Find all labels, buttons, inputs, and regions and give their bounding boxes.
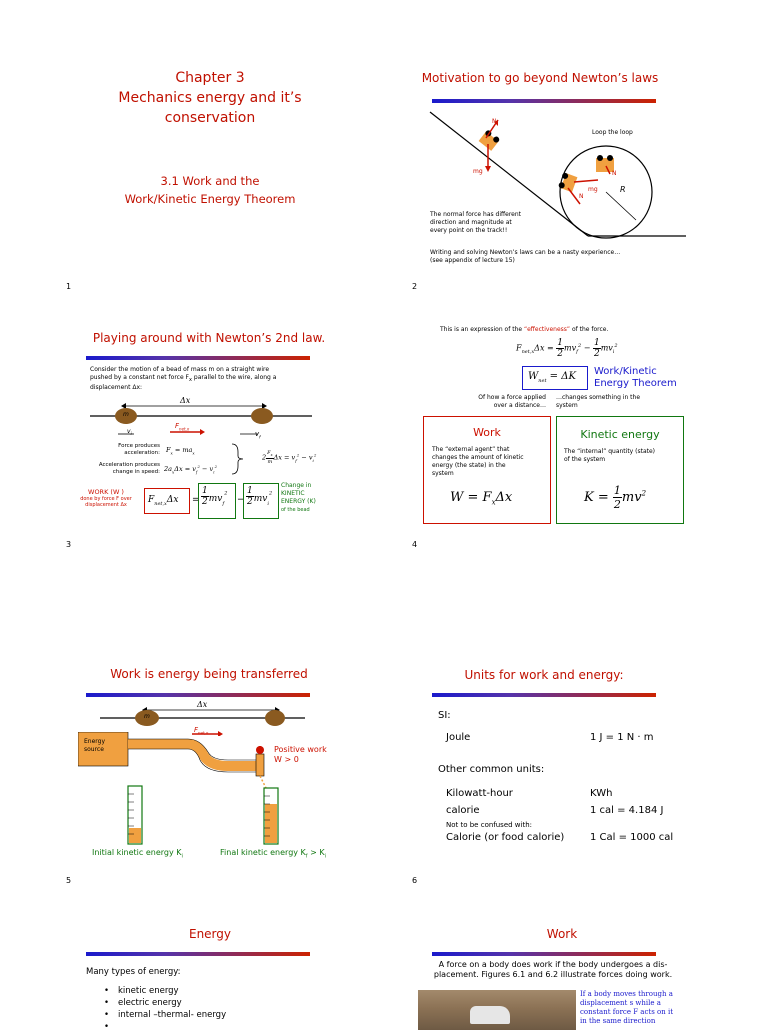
final-velocity-label: $v_f$ [255, 430, 261, 440]
page-number: 2 [412, 282, 418, 291]
food-calorie-definition: 1 Cal = 1000 cal [590, 832, 674, 843]
work-definition-text: A force on a body does work if the body undergoes a dis- placement. Figures 6.1 and 6.2 illustrate forces doing work. [433, 960, 673, 979]
weight-label: mg [473, 168, 483, 175]
normal-force-note: The normal force has different direction and magnitude at every point on the track!! [430, 211, 522, 234]
mass-label: m [123, 411, 129, 418]
final-ke-expression: $\frac{1}{2}mv_f^2$ [202, 486, 228, 508]
work-energy-equation: $F_{net,x}\Delta x$ = $\frac{1}{2}mv_f^2$ − $\frac{1}{2}mv_i^2$ [516, 338, 618, 359]
normal-force-label: N [579, 193, 584, 200]
brace [230, 442, 246, 476]
slide-title: Playing around with Newton’s 2nd law. [92, 331, 326, 345]
page-number: 4 [412, 540, 418, 549]
many-types-label: Many types of energy: [86, 967, 181, 977]
bead-diagram [90, 402, 320, 442]
kinetic-energy-box-text: The “internal” quantity (state) of the system [564, 448, 656, 463]
final-ke-label: Final kinetic energy $K_f > K_i$ [220, 848, 326, 860]
theorem-equation: $W_{net} = \Delta K$ [528, 371, 576, 384]
theorem-label: Work/Kinetic Energy Theorem [594, 366, 677, 389]
other-units-label: Other common units: [438, 764, 545, 775]
kinetic-energy-equation: K = $\frac{1}{2}mv^2$ [584, 484, 647, 511]
energy-list [100, 985, 226, 1021]
work-box-text: The “external agent” that changes the amount of kinetic energy (the state) in the system [432, 446, 524, 477]
slide-title: Motivation to go beyond Newton’s laws [421, 71, 659, 85]
work-expression: $F_{net,x}\Delta x$ [148, 495, 179, 507]
calorie-definition: 1 cal = 4.184 J [590, 805, 664, 816]
change-ke-label: Change in KINETIC ENERGY (K) of the bead [281, 482, 316, 513]
title-underline [86, 356, 310, 360]
energy-source-label: Energy source [84, 738, 106, 753]
slide-title: Work [546, 927, 578, 941]
displacement-label: Δx [180, 396, 191, 405]
title-underline [432, 99, 656, 103]
page-number: 1 [66, 282, 72, 291]
positive-work-label: Positive work W > 0 [274, 745, 327, 764]
slide-title: Energy [188, 927, 231, 941]
joule-definition: 1 J = 1 N · m [590, 732, 654, 743]
slide-subtitle: 3.1 Work and the Work/Kinetic Energy Theorem [124, 174, 296, 206]
initial-velocity-label: $v_i$ [127, 428, 132, 437]
kinematics-equation: $2a_x\Delta x = v_f^2 - v_i^2$ [164, 464, 218, 475]
work-label: WORK (W ) done by force F over displacement Δx [80, 488, 132, 508]
list-item: • electric energy [118, 997, 226, 1009]
title-underline [86, 693, 310, 697]
acceleration-produces-label: Acceleration produces change in speed: [98, 462, 160, 475]
mass-label: m [144, 713, 150, 720]
joule-label: Joule [446, 732, 471, 743]
intro-text: This is an expression of the “effectiveness” of the force. [440, 326, 609, 333]
page-number: 5 [66, 876, 72, 885]
kwh-unit: KWh [590, 788, 613, 799]
loop-label: Loop the loop [592, 129, 633, 136]
title-underline [432, 952, 656, 956]
displacement-label: Δx [197, 700, 208, 709]
of-how-text: Of how a force applied over a distance… [478, 394, 546, 409]
normal-force-label: N [492, 118, 497, 125]
radius-label: R [620, 185, 626, 194]
page-number: 3 [66, 540, 72, 549]
kinetic-energy-box-title: Kinetic energy [580, 428, 660, 441]
food-calorie-name: Calorie (or food calorie) [446, 832, 565, 843]
minus-sign: − [237, 495, 245, 505]
newton-equation: $F_x = ma_x$ [166, 446, 195, 456]
equals-sign: = [192, 495, 200, 505]
net-force-label: $F_{net,x}$ [194, 726, 209, 736]
weight-label: mg [588, 186, 598, 193]
force-produces-label: Force produces acceleration: [118, 443, 160, 456]
intro-text: Consider the motion of a bead of mass m on a straight wire pushed by a constant net force $F_x$ parallel to the wire, along a displacement Δx: [90, 366, 277, 392]
newton-note: Writing and solving Newton’s laws can be a nasty experience… (see appendix of lecture 15) [430, 249, 621, 264]
title-underline [86, 952, 310, 956]
photo-caption: If a body moves through a displacement s while a constant force F acts on it in the same direction [580, 990, 674, 1025]
initial-ke-label: Initial kinetic energy $K_i$ [92, 848, 183, 860]
normal-force-label: N [612, 170, 617, 177]
page-number: 6 [412, 876, 418, 885]
kwh-name: Kilowatt-hour [446, 788, 513, 799]
slide-title: Work is energy being transferred [110, 667, 308, 681]
initial-ke-expression: $\frac{1}{2}mv_i^2$ [247, 486, 273, 508]
work-equation: $W = F_x\Delta x$ [450, 490, 513, 507]
net-force-label: $F_{net,x}$ [175, 422, 190, 432]
list-item: • internal –thermal- energy [118, 1009, 226, 1021]
title-underline [432, 693, 656, 697]
calorie-name: calorie [446, 805, 480, 816]
combined-equation: 2 $\frac{F_x}{m}\Delta x = v_f^2 - v_i^2$ [262, 450, 317, 465]
not-confused-note: Not to be confused with: [446, 821, 533, 829]
slide-title: Units for work and energy: [464, 668, 624, 682]
changes-text: …changes something in the system [556, 394, 641, 409]
car-photo [418, 990, 576, 1030]
slide-title: Chapter 3 Mechanics energy and it’s conservation [118, 70, 302, 126]
work-box-title: Work [473, 426, 501, 439]
si-label: SI: [438, 710, 451, 721]
car-shape [470, 1006, 510, 1024]
list-item: • kinetic energy [118, 985, 226, 997]
